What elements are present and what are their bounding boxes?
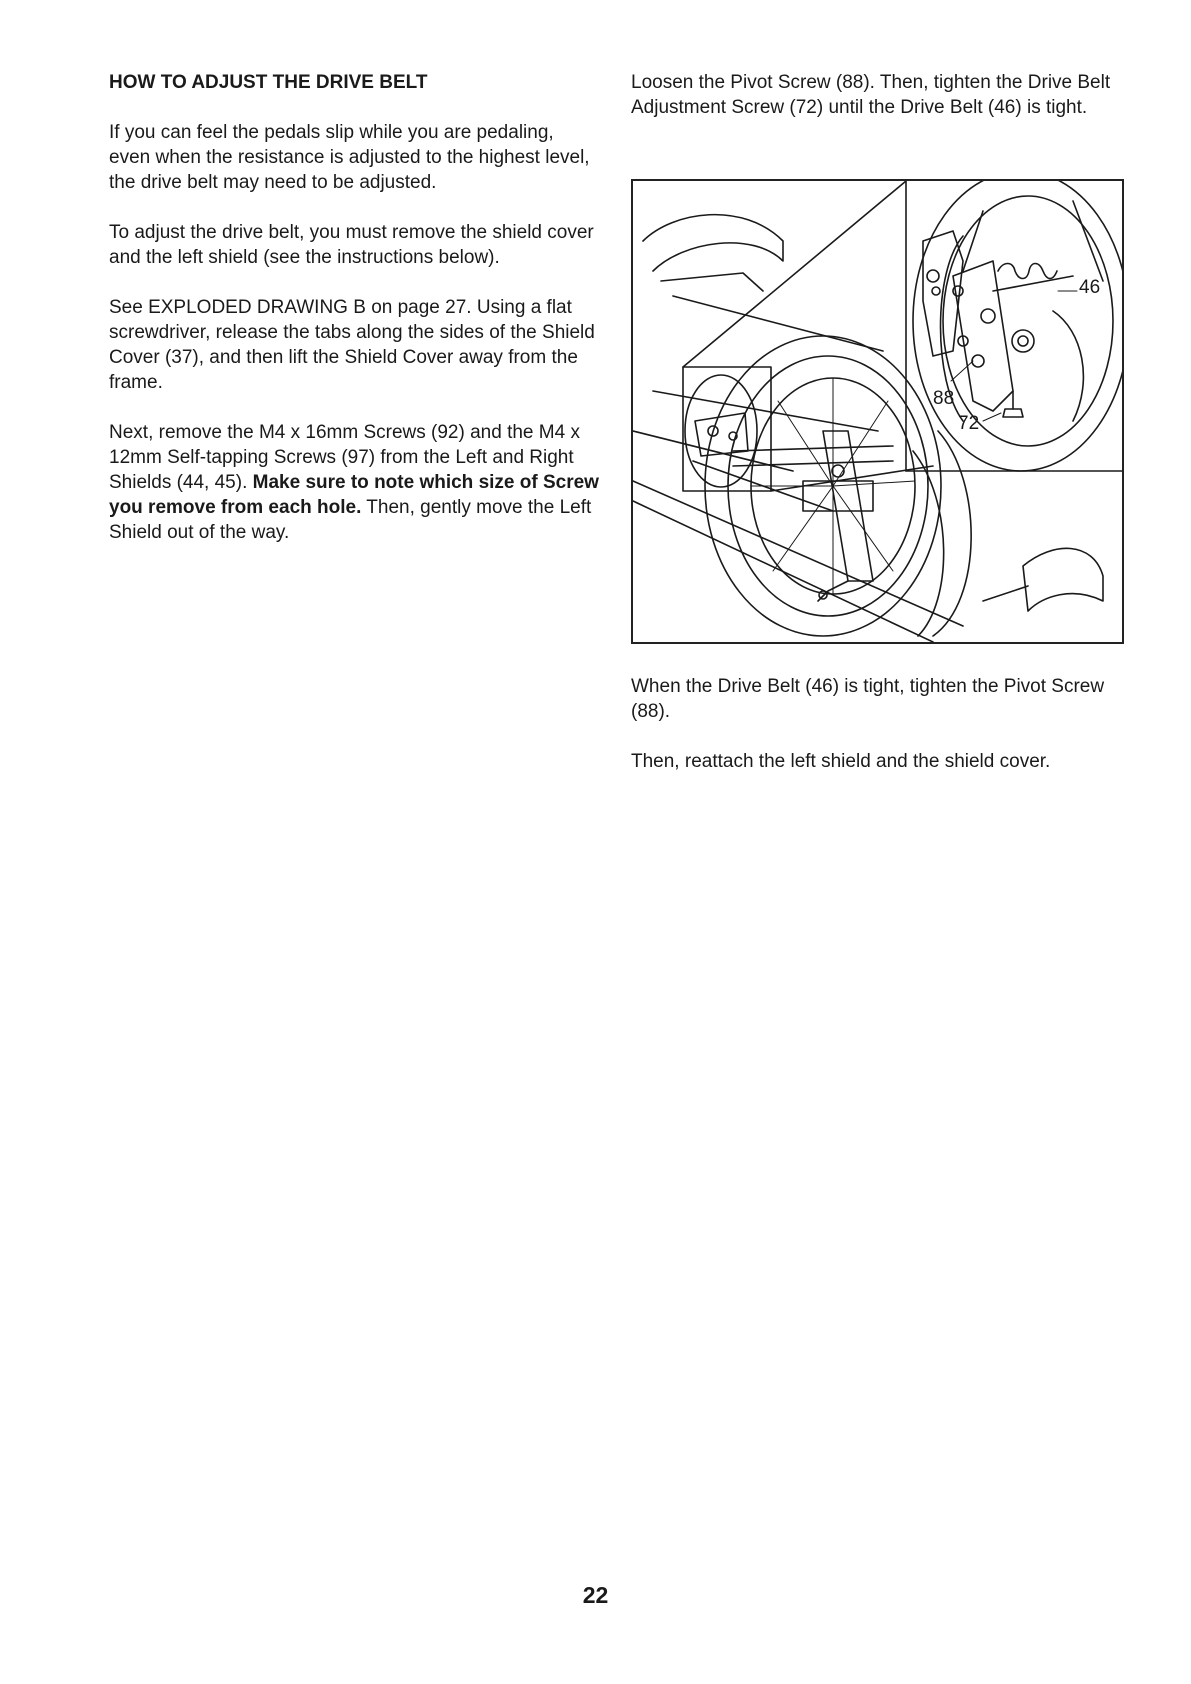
screws-text: Next, remove the M4 x 16mm Screws (92) and the M4 x 12mm Self-tapping Screws (97) from the Left and Right Shields (44, 45). — [109, 422, 580, 493]
callout-72: 72 — [958, 413, 980, 434]
paragraph-pedals-slip: If you can feel the pedals slip while you are pedaling, even when the resistance is adjusted to the highest level, the drive belt may need to be adjusted. — [109, 122, 590, 193]
drive-belt-illustration — [631, 179, 1124, 644]
paragraph-loosen-pivot: Loosen the Pivot Screw (88). Then, tighten the Drive Belt Adjustment Screw (72) until the Drive Belt (46) is tight. — [631, 72, 1111, 118]
screws-warning: Make sure to note which size of Screw you remove from each hole. — [109, 472, 599, 518]
paragraph-remove-shields: To adjust the drive belt, you must remove the shield cover and the left shield (see the instructions below). — [109, 222, 594, 268]
illustration-drawing — [633, 181, 1122, 642]
right-column-lower — [631, 674, 1111, 799]
callout-46: 46 — [1079, 277, 1101, 298]
paragraph-reattach: Then, reattach the left shield and the shield cover. — [631, 751, 1051, 772]
callout-88: 88 — [933, 388, 955, 409]
paragraph-tighten-pivot: When the Drive Belt (46) is tight, tighten the Pivot Screw (88). — [631, 676, 1105, 722]
left-column — [109, 70, 599, 570]
section-heading: HOW TO ADJUST THE DRIVE BELT — [109, 72, 428, 93]
right-column — [631, 70, 1111, 145]
paragraph-remove-screws — [109, 420, 599, 545]
screws-text-end: Then, gently move the Left Shield out of the way. — [109, 497, 592, 543]
page-number: 22 — [582, 1582, 609, 1608]
paragraph-shield-cover: See EXPLODED DRAWING B on page 27. Using a flat screwdriver, release the tabs along the sides of the Shield Cover (37), and then lift the Shield Cover away from the frame. — [109, 297, 595, 393]
